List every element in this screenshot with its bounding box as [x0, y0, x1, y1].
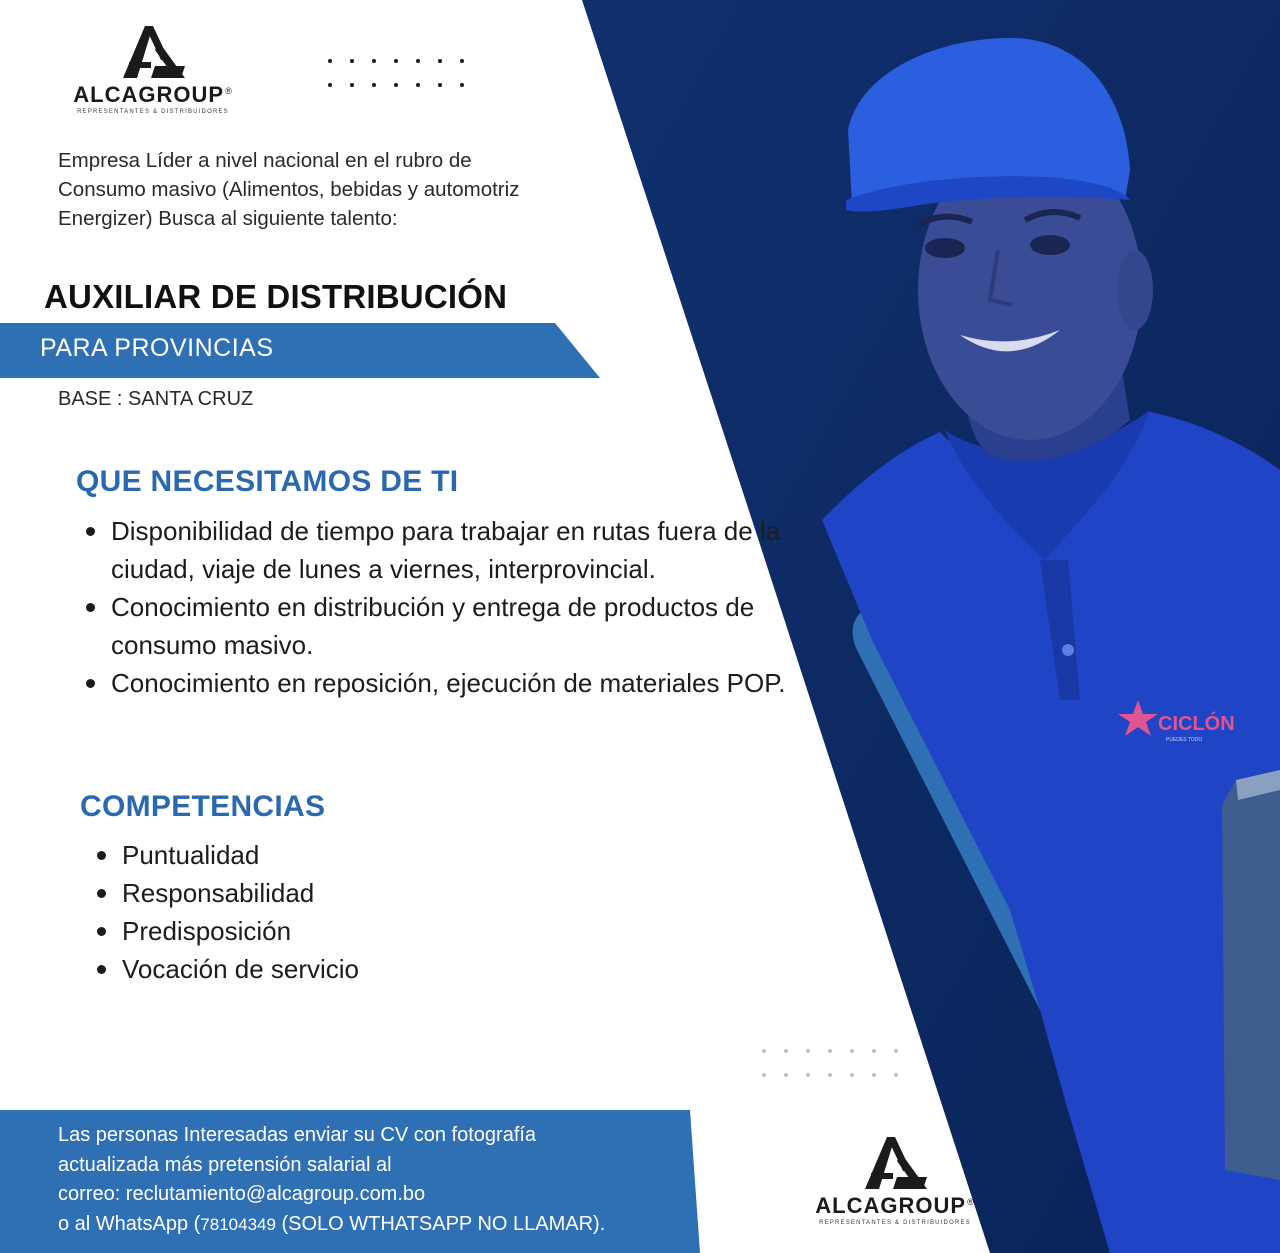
- list-item: Vocación de servicio: [95, 950, 495, 988]
- job-title: AUXILIAR DE DISTRIBUCIÓN: [44, 278, 508, 315]
- footer-line: actualizada más pretensión salarial al: [58, 1153, 392, 1176]
- polo-button: [1062, 644, 1074, 656]
- list-item: Conocimiento en reposición, ejecución de materiales POP.: [84, 664, 844, 702]
- intro-line: Energizer) Busca al siguiente talento:: [58, 207, 398, 230]
- whatsapp-prefix: o al WhatsApp (: [58, 1212, 201, 1235]
- contact-email[interactable]: correo: reclutamiento@alcagroup.com.bo: [58, 1183, 426, 1205]
- needs-heading: QUE NECESITAMOS DE TI: [76, 465, 459, 498]
- competencies-heading: COMPETENCIAS: [80, 790, 326, 823]
- list-item: Predisposición: [95, 912, 495, 950]
- footer-line: Las personas Interesadas enviar su CV con fotografía: [58, 1124, 537, 1146]
- list-item: Puntualidad: [95, 836, 495, 874]
- brand-wordmark: ALCAGROUP®: [815, 1193, 975, 1218]
- carton-box: [1222, 770, 1280, 1180]
- brand-wordmark: ALCAGROUP®: [73, 82, 233, 107]
- shirt-logo-text: CICLÓN: [1158, 713, 1235, 735]
- list-item: Responsabilidad: [95, 874, 495, 912]
- ear-right: [1117, 250, 1153, 330]
- job-base-location: BASE : SANTA CRUZ: [58, 388, 254, 410]
- alcagroup-logo-bottom: [800, 1133, 990, 1226]
- footer-line: [58, 1210, 698, 1240]
- contact-instructions: [58, 1121, 698, 1239]
- alcagroup-logo-top: [58, 22, 248, 115]
- intro-line: Consumo masivo (Alimentos, bebidas y automotriz: [58, 178, 520, 201]
- decorative-dots-top: [328, 59, 464, 87]
- alcagroup-logo-icon: [857, 1133, 933, 1191]
- decorative-dots-bottom: [762, 1049, 898, 1077]
- list-item: Disponibilidad de tiempo para trabajar en rutas fuera de la ciudad, viaje de lunes a viernes, interprovincial.: [84, 512, 844, 588]
- competencies-list: [95, 836, 495, 988]
- eye-left: [925, 238, 965, 258]
- needs-list: [84, 512, 844, 702]
- intro-paragraph: [58, 146, 618, 233]
- job-subtitle: PARA PROVINCIAS: [40, 334, 274, 362]
- intro-line: Empresa Líder a nivel nacional en el rubro de: [58, 149, 472, 172]
- alcagroup-logo-icon: [115, 22, 191, 80]
- whatsapp-note: (SOLO WTHATSAPP NO LLAMAR).: [275, 1212, 606, 1235]
- list-item: Conocimiento en distribución y entrega de productos de consumo masivo.: [84, 588, 844, 664]
- whatsapp-number[interactable]: 78104349: [200, 1214, 276, 1234]
- shirt-logo-tag: PUEDES TODO: [1166, 737, 1203, 743]
- eye-right: [1030, 235, 1070, 255]
- brand-tagline: REPRESENTANTES & DISTRIBUIDORES: [77, 109, 229, 115]
- brand-tagline: REPRESENTANTES & DISTRIBUIDORES: [819, 1220, 971, 1226]
